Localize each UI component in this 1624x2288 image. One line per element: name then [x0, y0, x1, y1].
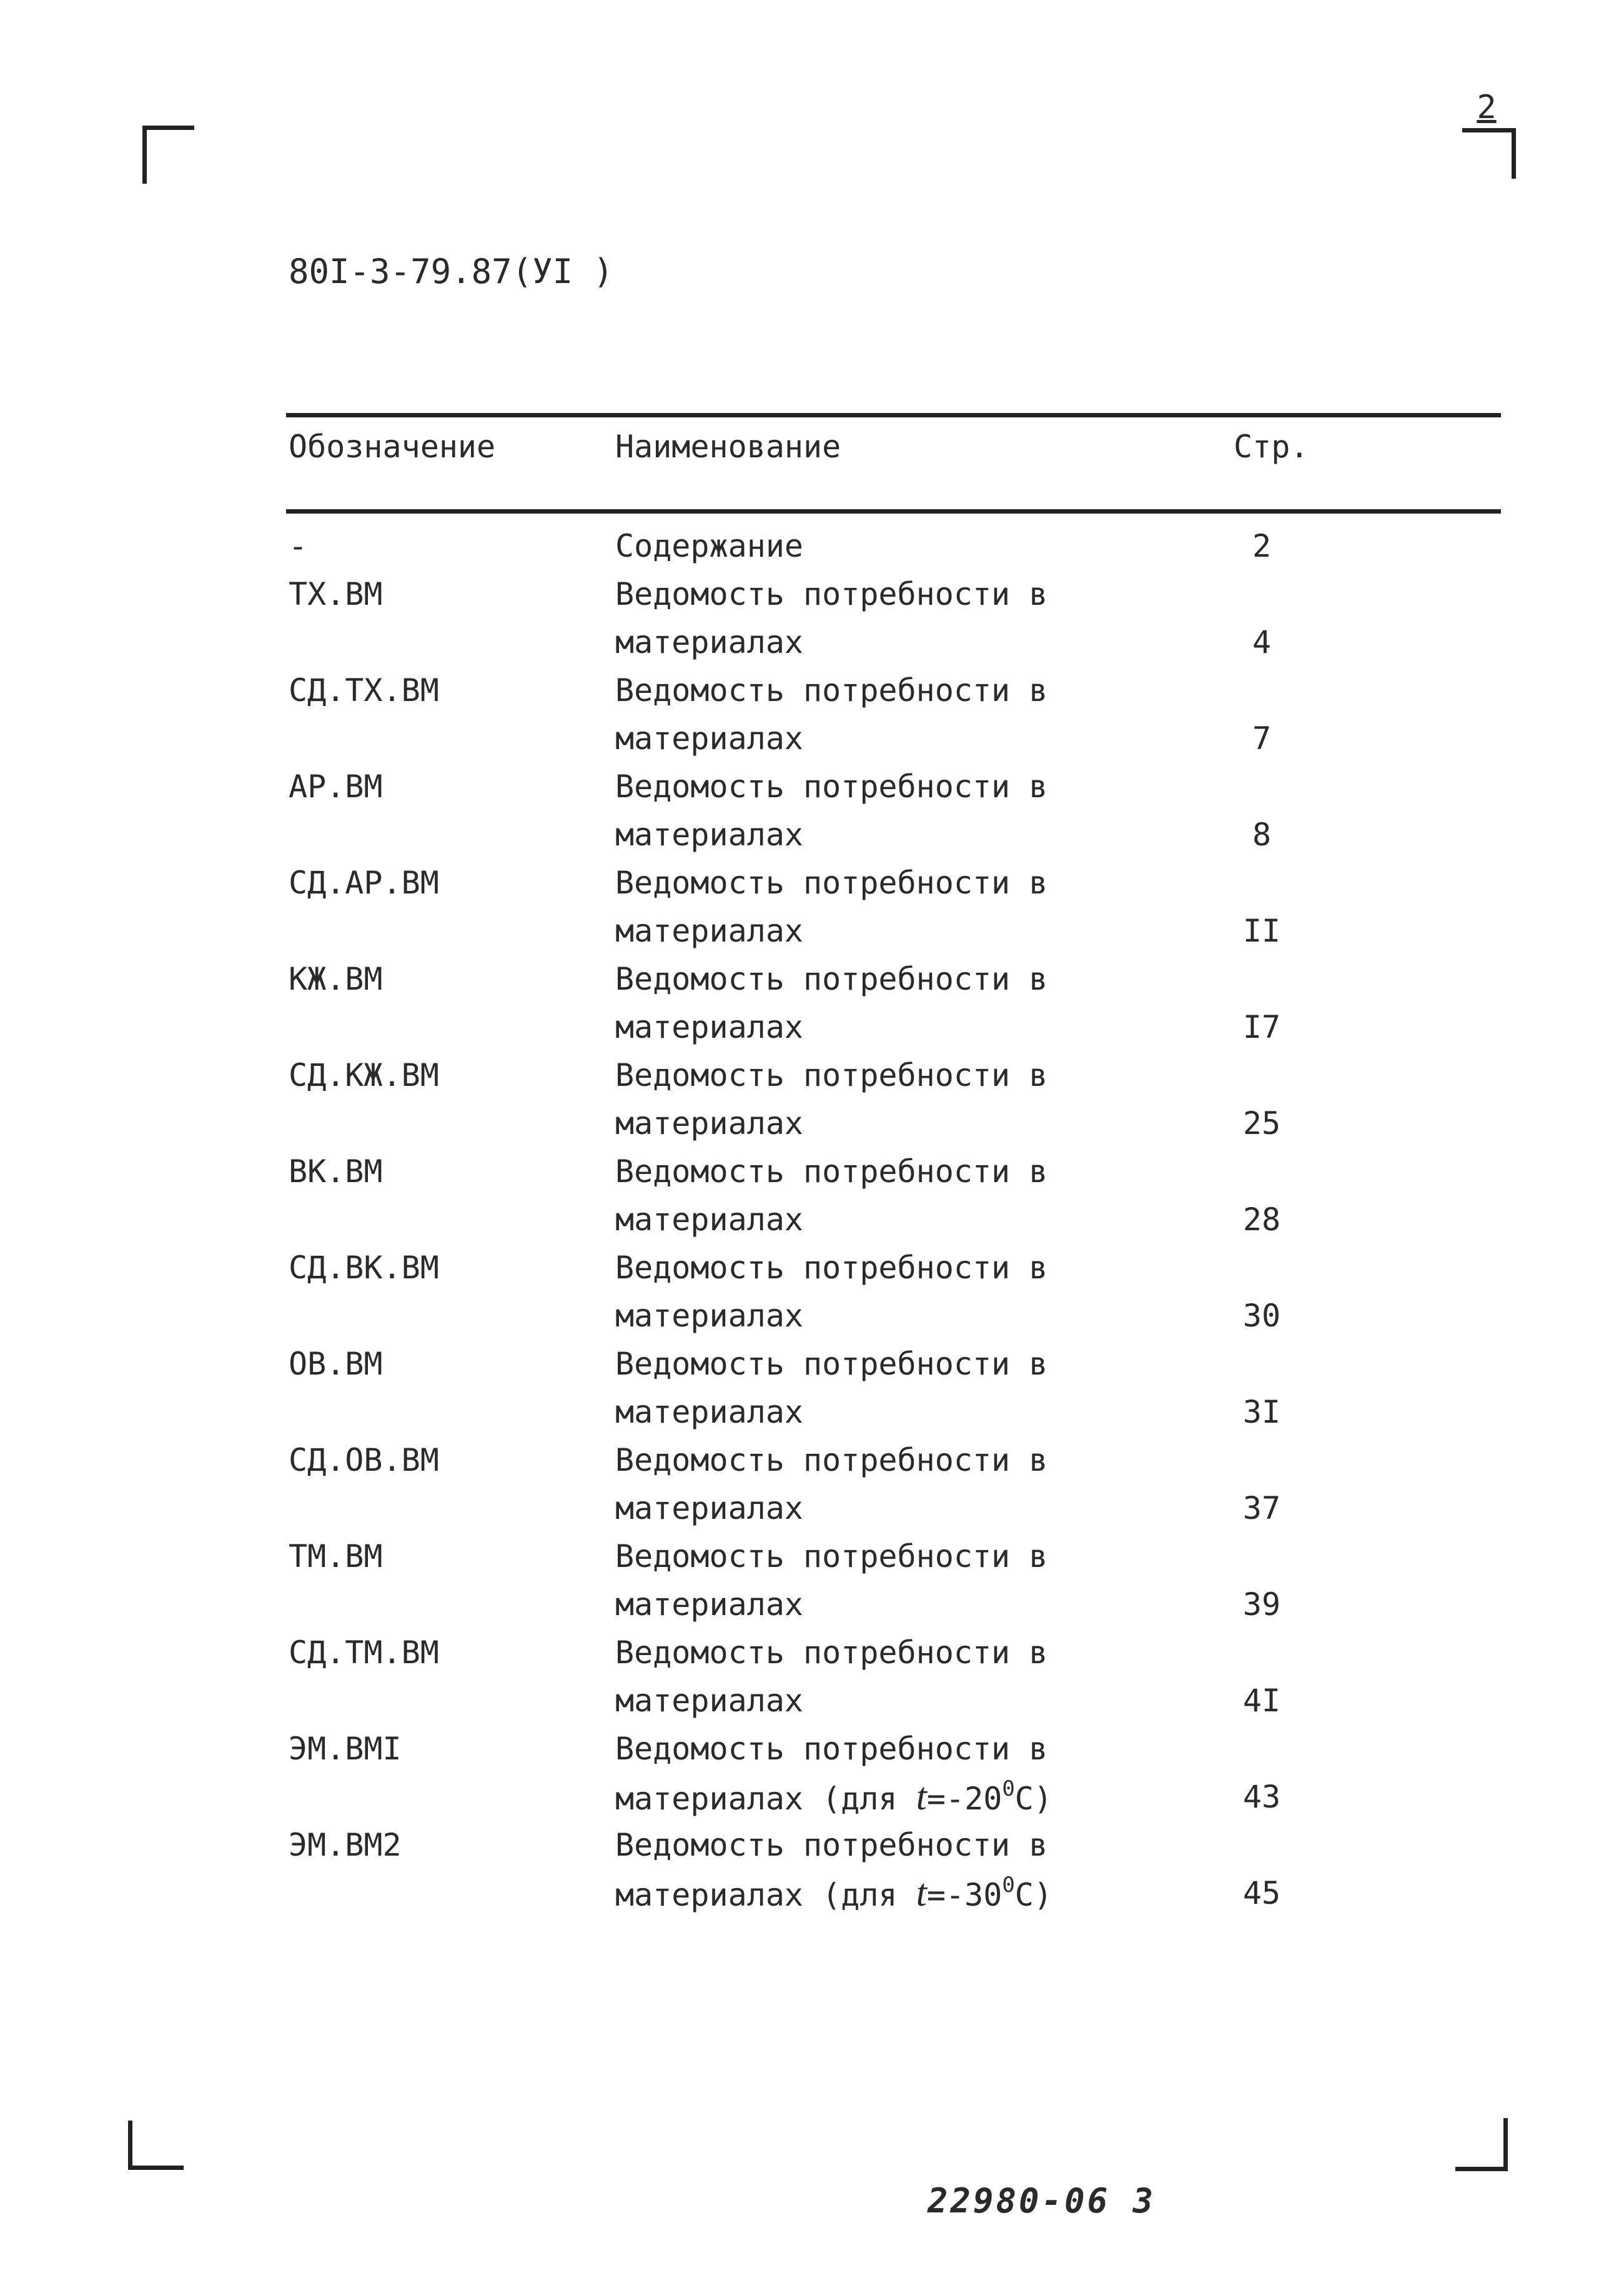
- row-name-line2: материалах: [615, 624, 804, 660]
- name-text: материалах (для: [615, 1877, 898, 1913]
- row-code: ЭМ.ВМ2: [289, 1827, 402, 1863]
- row-page: 3I: [1242, 1394, 1281, 1430]
- table-row: [0, 763, 1624, 859]
- row-name-line2: материалах: [615, 1586, 804, 1623]
- row-page: 8: [1252, 817, 1272, 853]
- row-code: СД.ВК.ВМ: [289, 1250, 439, 1286]
- temperature-symbol: t: [916, 1872, 927, 1914]
- temperature-value: =-30: [926, 1877, 1003, 1913]
- temperature-unit: С): [1014, 1781, 1053, 1817]
- table-row: [0, 1436, 1624, 1533]
- page-number: 2: [1477, 89, 1497, 126]
- row-name-line2: материалах: [615, 913, 804, 949]
- row-name-line1: Ведомость потребности в: [615, 1731, 1048, 1767]
- table-row: [0, 1821, 1624, 1917]
- name-text: материалах (для: [615, 1781, 898, 1817]
- row-name-line1: Ведомость потребности в: [615, 865, 1048, 901]
- degree-sign: 0: [1002, 1776, 1015, 1801]
- row-name-line2: материалах: [615, 1298, 804, 1334]
- table-row: [0, 955, 1624, 1052]
- table-row: [0, 667, 1624, 763]
- row-page: 30: [1242, 1298, 1281, 1334]
- row-page: 7: [1252, 720, 1272, 757]
- row-code: СД.ТМ.ВМ: [289, 1634, 439, 1671]
- row-code: АР.ВМ: [289, 768, 383, 805]
- row-code: ЭМ.ВМI: [289, 1731, 402, 1767]
- table-row: [0, 1340, 1624, 1436]
- row-name-line2: материалах: [615, 1490, 804, 1526]
- degree-sign: 0: [1002, 1873, 1015, 1898]
- row-page: 4I: [1242, 1683, 1281, 1719]
- row-name-line1: Ведомость потребности в: [615, 1057, 1048, 1093]
- row-code: КЖ.ВМ: [289, 961, 383, 997]
- column-header-page: Стр.: [1234, 429, 1309, 465]
- row-name-line1: Ведомость потребности в: [615, 1538, 1048, 1574]
- row-code: ТМ.ВМ: [289, 1538, 383, 1574]
- table-row: [0, 859, 1624, 955]
- row-name-line1: Ведомость потребности в: [615, 1250, 1048, 1286]
- row-name-line1: Ведомость потребности в: [615, 1827, 1048, 1863]
- row-page: 4: [1252, 624, 1272, 660]
- table-row: [0, 1725, 1624, 1821]
- row-name-line2: материалах: [615, 720, 804, 757]
- temperature-symbol: t: [916, 1776, 927, 1818]
- row-name-line2: материалах: [615, 1683, 804, 1719]
- row-page: 45: [1242, 1875, 1281, 1911]
- row-page: II: [1242, 913, 1281, 949]
- table-row: [0, 1052, 1624, 1148]
- row-page: 39: [1242, 1586, 1281, 1623]
- row-code: СД.ОВ.ВМ: [289, 1442, 439, 1478]
- row-name-line1: Ведомость потребности в: [615, 1634, 1048, 1671]
- row-page: 25: [1242, 1105, 1281, 1142]
- row-name-line1: Ведомость потребности в: [615, 768, 1048, 805]
- row-name-line2: [615, 1869, 1052, 1923]
- row-name-line2: материалах: [615, 1201, 804, 1238]
- row-code: СД.АР.ВМ: [289, 865, 439, 901]
- table-row: [0, 1533, 1624, 1629]
- row-name-line2: материалах: [615, 1105, 804, 1142]
- row-code: СД.ТХ.ВМ: [289, 672, 439, 709]
- row-page: 43: [1242, 1779, 1281, 1815]
- row-name-line1: Ведомость потребности в: [615, 1442, 1048, 1478]
- row-name-line2: материалах: [615, 1009, 804, 1045]
- row-page: 2: [1252, 528, 1272, 564]
- row-name-line1: Ведомость потребности в: [615, 1346, 1048, 1382]
- row-name-line1: Ведомость потребности в: [615, 576, 1048, 612]
- row-code: СД.КЖ.ВМ: [289, 1057, 439, 1093]
- row-page: 28: [1242, 1201, 1281, 1238]
- row-page: I7: [1242, 1009, 1281, 1045]
- row-page: 37: [1242, 1490, 1281, 1526]
- table-row: [0, 1148, 1624, 1244]
- row-name-line2: материалах: [615, 817, 804, 853]
- row-name-line2: материалах: [615, 1394, 804, 1430]
- archive-stamp: 22980-06 3: [928, 2181, 1156, 2221]
- row-name-line1: Ведомость потребности в: [615, 1153, 1048, 1190]
- row-code: -: [289, 528, 308, 564]
- table-row: [0, 1244, 1624, 1340]
- row-name: Содержание: [615, 528, 804, 564]
- temperature-value: =-20: [926, 1781, 1003, 1817]
- row-code: ТХ.ВМ: [289, 576, 383, 612]
- row-name-line1: Ведомость потребности в: [615, 672, 1048, 709]
- table-row: [0, 570, 1624, 667]
- table-row: [0, 1629, 1624, 1725]
- column-header-name: Наименование: [615, 429, 841, 465]
- row-name-line2: [615, 1773, 1052, 1827]
- row-code: ВК.ВМ: [289, 1153, 383, 1190]
- row-code: ОВ.ВМ: [289, 1346, 383, 1382]
- document-code: 80I-3-79.87(УI ): [289, 252, 614, 291]
- temperature-unit: С): [1014, 1877, 1053, 1913]
- column-header-code: Обозначение: [289, 429, 496, 465]
- row-name-line1: Ведомость потребности в: [615, 961, 1048, 997]
